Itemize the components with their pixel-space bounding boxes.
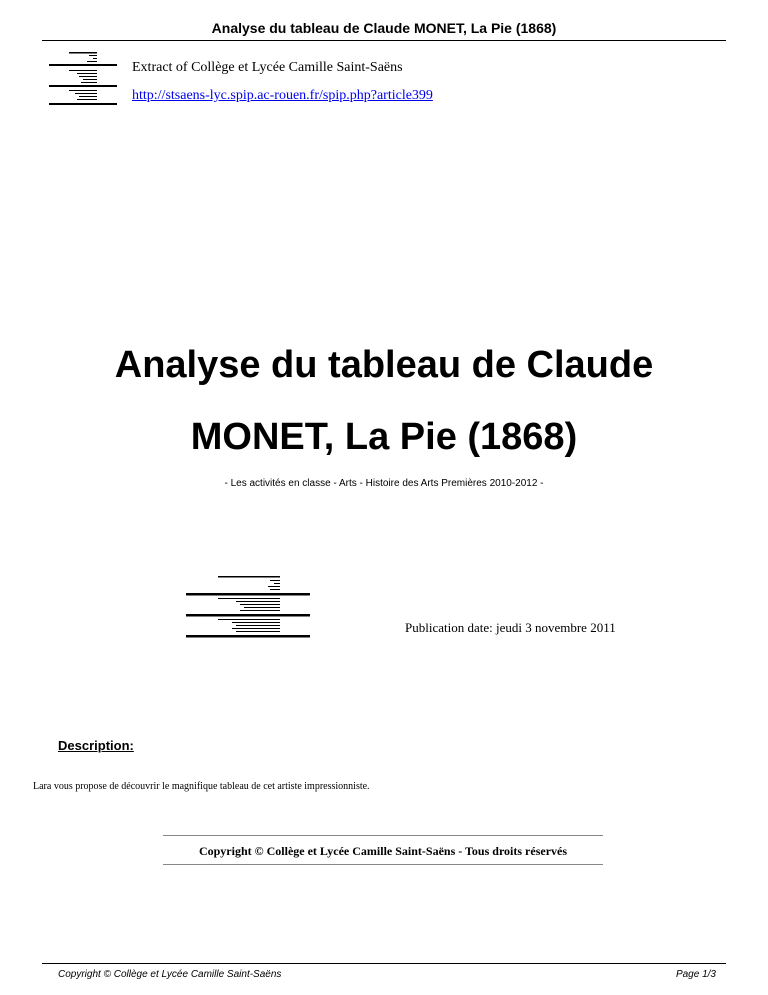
page-title-line2: MONET, La Pie (1868)	[190, 416, 578, 458]
copyright-text: Copyright © Collège et Lycée Camille Saint-Saëns - Tous droits réservés	[198, 844, 568, 858]
footer-copyright: Copyright © Collège et Lycée Camille Saint-Saëns	[58, 969, 282, 980]
extract-label: Extract of Collège et Lycée Camille Saint-Saëns	[132, 60, 403, 75]
article-url-link[interactable]: http://stsaens-lyc.spip.ac-rouen.fr/spip.php?article399	[132, 88, 433, 103]
footer-page-number: Page 1/3	[675, 969, 716, 980]
publication-date: Publication date: jeudi 3 novembre 2011	[405, 620, 616, 635]
school-logo-large-icon	[186, 576, 310, 638]
page-header	[42, 0, 726, 41]
breadcrumb: - Les activités en classe - Arts - Histoire des Arts Premières 2010-2012 -	[224, 478, 544, 489]
school-logo-icon	[49, 52, 117, 106]
page-header-title: Analyse du tableau de Claude MONET, La Pie (1868)	[211, 20, 557, 36]
description-label: Description:	[58, 738, 134, 753]
page-title-line1: Analyse du tableau de Claude	[114, 344, 654, 386]
page-footer	[42, 963, 726, 995]
description-text: Lara vous propose de découvrir le magnifique tableau de cet artiste impressionniste.	[33, 781, 370, 792]
copyright-box	[163, 835, 603, 865]
